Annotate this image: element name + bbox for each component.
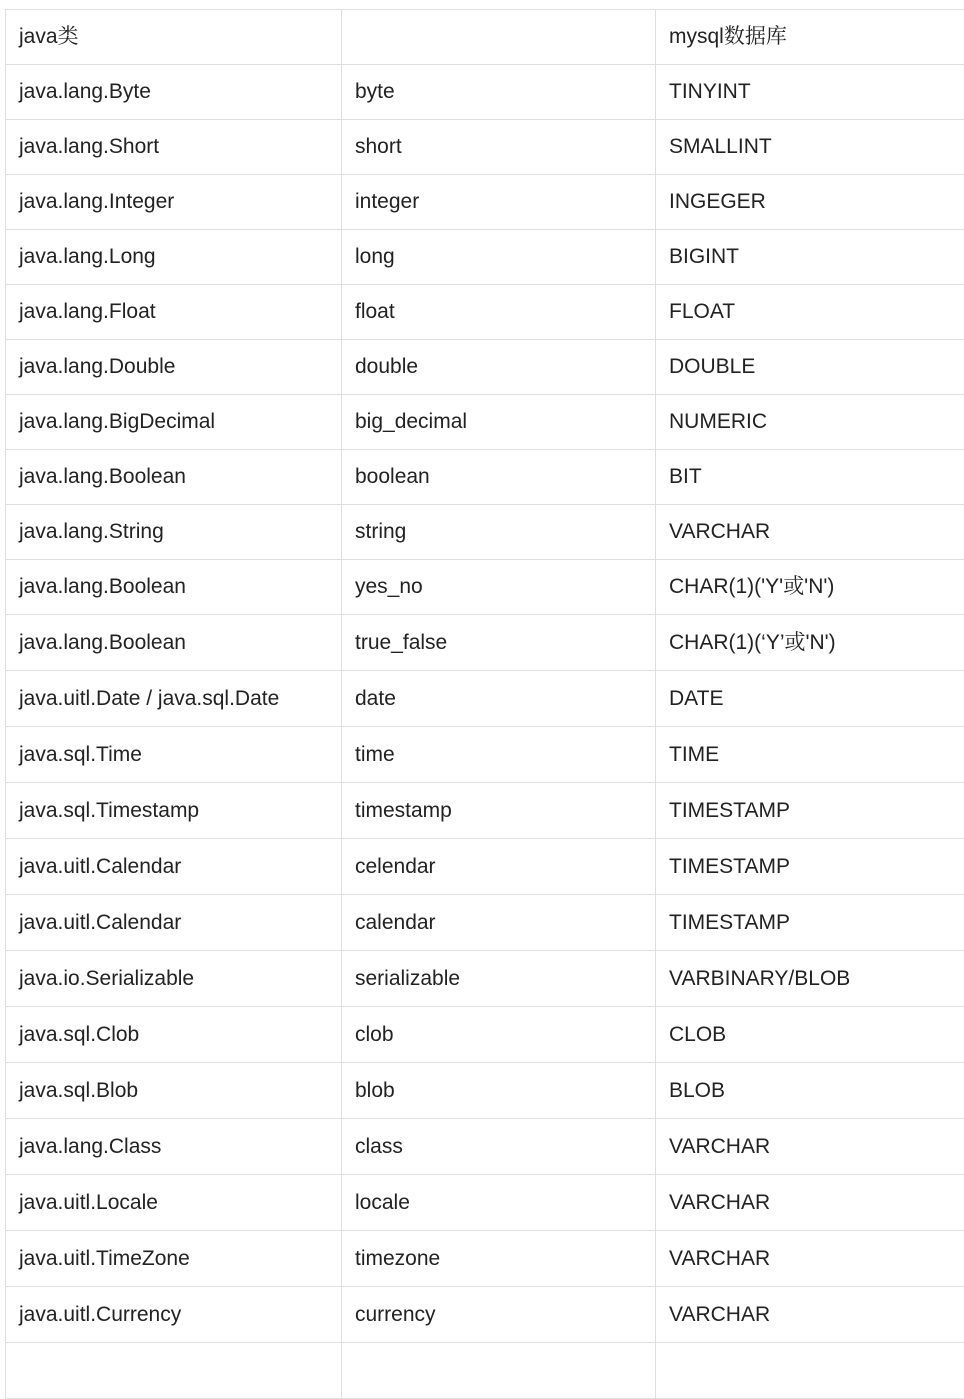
cell-mysql-type: TIME xyxy=(656,727,964,783)
table-row xyxy=(6,1063,964,1119)
table-row xyxy=(6,560,964,615)
cell-hibernate-type: true_false xyxy=(342,615,656,671)
cell-mysql-type: BIGINT xyxy=(656,230,964,285)
cell-mysql-type: DOUBLE xyxy=(656,340,964,395)
cell-java-class: java.lang.Float xyxy=(6,285,342,340)
header-cell-java-class: java类 xyxy=(6,10,342,65)
type-mapping-table-container xyxy=(5,9,964,1399)
cell-mysql-type: TIMESTAMP xyxy=(656,783,964,839)
cell-hibernate-type: calendar xyxy=(342,895,656,951)
cell-java-class: java.lang.Integer xyxy=(6,175,342,230)
cell-java-class: java.sql.Timestamp xyxy=(6,783,342,839)
cell-hibernate-type: clob xyxy=(342,1007,656,1063)
header-cell-mysql-type: mysql数据库 xyxy=(656,10,964,65)
table-row xyxy=(6,395,964,450)
cell-mysql-type: SMALLINT xyxy=(656,120,964,175)
table-row xyxy=(6,1287,964,1343)
table-row xyxy=(6,895,964,951)
table-row xyxy=(6,727,964,783)
cell-java-class: java.lang.Long xyxy=(6,230,342,285)
cell-java-class: java.uitl.Currency xyxy=(6,1287,342,1343)
cell-java-class: java.lang.Boolean xyxy=(6,560,342,615)
cell-mysql-type: CHAR(1)('Y'或'N') xyxy=(656,560,964,615)
cell-mysql-type: DATE xyxy=(656,671,964,727)
table-row xyxy=(6,1007,964,1063)
cell-java-class: java.uitl.Calendar xyxy=(6,839,342,895)
cell-hibernate-type: celendar xyxy=(342,839,656,895)
cell-java-class: java.uitl.Calendar xyxy=(6,895,342,951)
cell-hibernate-type: serializable xyxy=(342,951,656,1007)
cell-hibernate-type: float xyxy=(342,285,656,340)
cell-java-class: java.lang.Class xyxy=(6,1119,342,1175)
table-row xyxy=(6,340,964,395)
cell-hibernate-type: locale xyxy=(342,1175,656,1231)
cell-java-class: java.lang.Boolean xyxy=(6,615,342,671)
type-mapping-table xyxy=(5,9,964,1399)
table-row xyxy=(6,1175,964,1231)
cell-mysql-type: BLOB xyxy=(656,1063,964,1119)
table-row xyxy=(6,1343,964,1399)
cell-java-class: java.lang.Byte xyxy=(6,65,342,120)
table-row xyxy=(6,1119,964,1175)
cell-mysql-type: VARCHAR xyxy=(656,1231,964,1287)
header-cell-hibernate-type xyxy=(342,10,656,65)
cell-mysql-type: VARBINARY/BLOB xyxy=(656,951,964,1007)
table-row xyxy=(6,175,964,230)
cell-java-class: java.lang.Short xyxy=(6,120,342,175)
cell-mysql-type: TIMESTAMP xyxy=(656,839,964,895)
table-row xyxy=(6,783,964,839)
cell-hibernate-type: integer xyxy=(342,175,656,230)
cell-mysql-type: VARCHAR xyxy=(656,1119,964,1175)
table-row xyxy=(6,505,964,560)
cell-java-class: java.lang.BigDecimal xyxy=(6,395,342,450)
cell-java-class: java.uitl.Locale xyxy=(6,1175,342,1231)
cell-java-class: java.uitl.TimeZone xyxy=(6,1231,342,1287)
cell-hibernate-type: string xyxy=(342,505,656,560)
cell-hibernate-type: blob xyxy=(342,1063,656,1119)
cell-hibernate-type: yes_no xyxy=(342,560,656,615)
cell-java-class: java.sql.Time xyxy=(6,727,342,783)
cell-hibernate-type: timezone xyxy=(342,1231,656,1287)
cell-hibernate-type: long xyxy=(342,230,656,285)
cell-hibernate-type: class xyxy=(342,1119,656,1175)
table-row xyxy=(6,450,964,505)
cell-hibernate-type: timestamp xyxy=(342,783,656,839)
cell-java-class: java.lang.Double xyxy=(6,340,342,395)
cell-mysql-type: TIMESTAMP xyxy=(656,895,964,951)
cell-mysql-type: INGEGER xyxy=(656,175,964,230)
cell-mysql-type: FLOAT xyxy=(656,285,964,340)
cell-mysql-type: BIT xyxy=(656,450,964,505)
table-row xyxy=(6,230,964,285)
table-row xyxy=(6,65,964,120)
cell-mysql-type: TINYINT xyxy=(656,65,964,120)
table-row xyxy=(6,839,964,895)
cell-java-class: java.uitl.Date / java.sql.Date xyxy=(6,671,342,727)
table-row xyxy=(6,285,964,340)
cell-java-class: java.io.Serializable xyxy=(6,951,342,1007)
cell-java-class xyxy=(6,1343,342,1399)
table-row xyxy=(6,671,964,727)
cell-hibernate-type: double xyxy=(342,340,656,395)
cell-hibernate-type: byte xyxy=(342,65,656,120)
cell-hibernate-type: boolean xyxy=(342,450,656,505)
cell-mysql-type: NUMERIC xyxy=(656,395,964,450)
cell-java-class: java.lang.String xyxy=(6,505,342,560)
cell-mysql-type: CLOB xyxy=(656,1007,964,1063)
cell-mysql-type: VARCHAR xyxy=(656,1287,964,1343)
table-row xyxy=(6,120,964,175)
table-header-row xyxy=(6,10,964,65)
table-row xyxy=(6,615,964,671)
cell-java-class: java.lang.Boolean xyxy=(6,450,342,505)
table-body xyxy=(6,10,964,1399)
cell-hibernate-type: big_decimal xyxy=(342,395,656,450)
cell-java-class: java.sql.Clob xyxy=(6,1007,342,1063)
cell-hibernate-type: time xyxy=(342,727,656,783)
cell-java-class: java.sql.Blob xyxy=(6,1063,342,1119)
cell-hibernate-type xyxy=(342,1343,656,1399)
cell-hibernate-type: short xyxy=(342,120,656,175)
cell-hibernate-type: date xyxy=(342,671,656,727)
cell-mysql-type: CHAR(1)(‘Y’或'N') xyxy=(656,615,964,671)
cell-mysql-type xyxy=(656,1343,964,1399)
table-row xyxy=(6,951,964,1007)
cell-mysql-type: VARCHAR xyxy=(656,505,964,560)
cell-mysql-type: VARCHAR xyxy=(656,1175,964,1231)
table-row xyxy=(6,1231,964,1287)
cell-hibernate-type: currency xyxy=(342,1287,656,1343)
